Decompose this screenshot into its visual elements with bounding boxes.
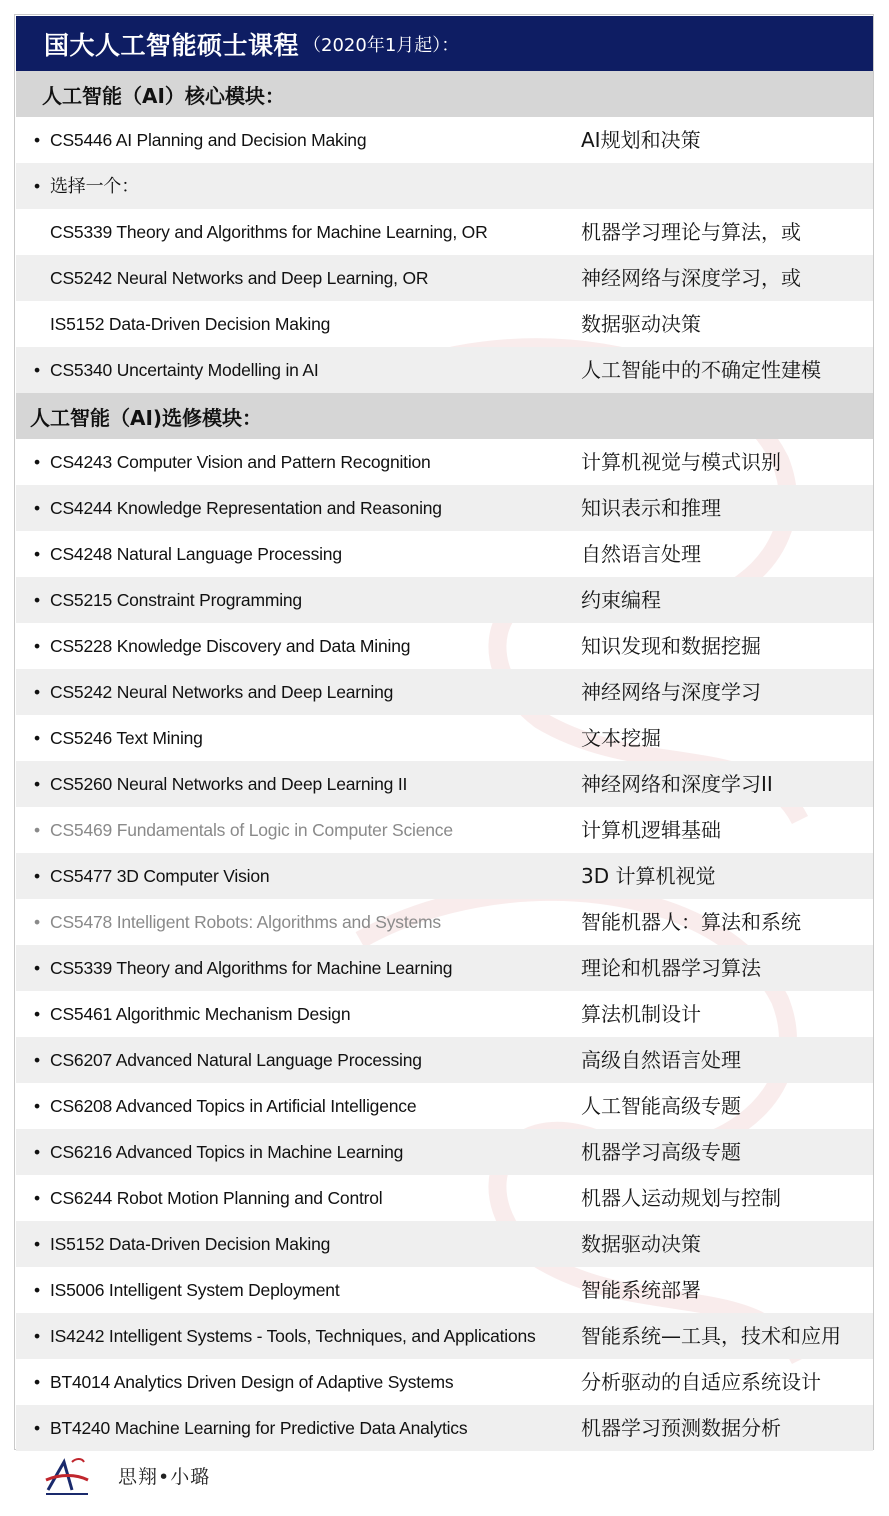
course-name-en <box>34 1083 416 1129</box>
course-name-en <box>34 1129 403 1175</box>
table-row <box>16 1129 873 1175</box>
course-name-en <box>34 761 407 807</box>
table-row <box>16 347 873 393</box>
course-name-zh: 机器学习高级专题 <box>581 1140 741 1164</box>
course-name-zh: 神经网络与深度学习 <box>581 680 761 704</box>
course-name-zh: 智能系统部署 <box>581 1278 701 1302</box>
course-title: IS4242 Intelligent Systems - Tools, Techniques, and Applications <box>50 1326 536 1346</box>
course-name-zh: 人工智能高级专题 <box>581 1094 741 1118</box>
course-name-zh: 机器学习预测数据分析 <box>581 1416 781 1440</box>
course-title: CS5477 3D Computer Vision <box>50 866 270 886</box>
course-title: CS5242 Neural Networks and Deep Learning, OR <box>50 268 429 288</box>
table-row <box>16 255 873 301</box>
course-name-en <box>34 255 428 301</box>
course-name-zh: 数据驱动决策 <box>581 1232 701 1256</box>
course-name-en <box>34 117 366 163</box>
course-name-en <box>34 853 269 899</box>
bullet: • <box>34 636 40 656</box>
section-heading-core <box>16 71 873 117</box>
course-name-zh: 计算机逻辑基础 <box>581 818 721 842</box>
course-name-en <box>34 807 453 853</box>
bullet: • <box>34 1372 40 1392</box>
course-name-en <box>34 623 410 669</box>
course-name-zh: 自然语言处理 <box>581 542 701 566</box>
bullet: • <box>34 1326 40 1346</box>
course-title: CS5215 Constraint Programming <box>50 590 302 610</box>
table-row <box>16 1221 873 1267</box>
bullet: • <box>34 1050 40 1070</box>
table-row <box>16 669 873 715</box>
course-name-zh: 算法机制设计 <box>581 1002 701 1026</box>
course-name-en <box>34 945 452 991</box>
page-title: 国大人工智能硕士课程 <box>44 30 300 60</box>
bullet: • <box>34 1234 40 1254</box>
table-row <box>16 117 873 163</box>
bullet: • <box>34 590 40 610</box>
course-title: CS5478 Intelligent Robots: Algorithms and Systems <box>50 912 441 932</box>
course-name-en <box>34 1175 383 1221</box>
course-name-zh: AI规划和决策 <box>581 128 701 152</box>
course-title: CS5228 Knowledge Discovery and Data Mining <box>50 636 411 656</box>
course-name-zh: 高级自然语言处理 <box>581 1048 741 1072</box>
table-row <box>16 439 873 485</box>
course-title: CS6208 Advanced Topics in Artificial Intelligence <box>50 1096 417 1116</box>
table-row <box>16 807 873 853</box>
course-name-zh: 分析驱动的自适应系统设计 <box>581 1370 821 1394</box>
footer-author: 思翔•小璐 <box>118 1466 211 1488</box>
bullet: • <box>34 498 40 518</box>
course-title: CS5339 Theory and Algorithms for Machine Learning <box>50 958 453 978</box>
table-row <box>16 485 873 531</box>
course-title: CS5340 Uncertainty Modelling in AI <box>50 360 319 380</box>
table-row <box>16 1313 873 1359</box>
course-title: CS5246 Text Mining <box>50 728 203 748</box>
table-row <box>16 1083 873 1129</box>
table-row <box>16 1359 873 1405</box>
course-title: IS5152 Data-Driven Decision Making <box>50 1234 331 1254</box>
table-row <box>16 623 873 669</box>
table-row <box>16 991 873 1037</box>
course-name-en <box>34 715 203 761</box>
bullet: • <box>34 1142 40 1162</box>
table-row <box>16 531 873 577</box>
course-name-zh: 文本挖掘 <box>581 726 661 750</box>
course-name-zh: 理论和机器学习算法 <box>581 956 761 980</box>
course-name-en <box>34 1359 453 1405</box>
bullet: • <box>34 130 40 150</box>
bullet: • <box>34 1418 40 1438</box>
table-row <box>16 853 873 899</box>
bullet: • <box>34 452 40 472</box>
course-title: BT4240 Machine Learning for Predictive Data Analytics <box>50 1418 468 1438</box>
table-row <box>16 209 873 255</box>
course-name-zh: 人工智能中的不确定性建模 <box>581 358 821 382</box>
section-heading-elective-label: 人工智能（AI)选修模块： <box>30 405 263 430</box>
course-name-en <box>34 991 350 1037</box>
course-name-zh: 约束编程 <box>581 588 661 612</box>
course-name-en <box>34 439 431 485</box>
course-title: BT4014 Analytics Driven Design of Adaptive Systems <box>50 1372 454 1392</box>
course-name-en <box>34 1313 536 1359</box>
table-row <box>16 1405 873 1451</box>
bullet: • <box>34 176 40 196</box>
page-subtitle: （2020年1月起）： <box>303 34 460 56</box>
table-row <box>16 1037 873 1083</box>
bullet: • <box>34 1004 40 1024</box>
course-name-en <box>34 669 393 715</box>
course-name-en <box>34 347 319 393</box>
bullet: • <box>34 360 40 380</box>
section-heading-core-label: 人工智能（AI）核心模块： <box>42 83 285 108</box>
bullet: • <box>34 774 40 794</box>
course-title: CS6216 Advanced Topics in Machine Learning <box>50 1142 404 1162</box>
bullet: • <box>34 820 40 840</box>
course-name-zh: 数据驱动决策 <box>581 312 701 336</box>
table-row <box>16 301 873 347</box>
course-name-zh: 智能机器人：算法和系统 <box>581 910 801 934</box>
course-name-zh: 智能系统—工具，技术和应用 <box>581 1324 841 1348</box>
course-name-zh: 知识表示和推理 <box>581 496 721 520</box>
course-name-en <box>34 1221 330 1267</box>
course-name-en <box>34 899 441 945</box>
course-name-en <box>34 1267 340 1313</box>
academy-logo-icon <box>42 1456 92 1498</box>
table-row <box>16 945 873 991</box>
course-name-zh: 机器人运动规划与控制 <box>581 1186 781 1210</box>
course-title: CS5461 Algorithmic Mechanism Design <box>50 1004 351 1024</box>
course-name-en <box>34 577 302 623</box>
course-name-en <box>34 1037 422 1083</box>
bullet: • <box>34 1188 40 1208</box>
course-title: CS6244 Robot Motion Planning and Control <box>50 1188 383 1208</box>
table-row <box>16 1267 873 1313</box>
course-title: CS5242 Neural Networks and Deep Learning <box>50 682 394 702</box>
bullet: • <box>34 1280 40 1300</box>
course-name-en <box>34 209 488 255</box>
bullet: • <box>34 544 40 564</box>
course-title: 选择一个： <box>50 176 139 197</box>
table-row <box>16 899 873 945</box>
bullet: • <box>34 866 40 886</box>
bullet: • <box>34 912 40 932</box>
course-name-zh: 计算机视觉与模式识别 <box>581 450 781 474</box>
course-title: CS6207 Advanced Natural Language Processing <box>50 1050 422 1070</box>
course-name-zh: 3D 计算机视觉 <box>581 864 716 888</box>
course-title: IS5006 Intelligent System Deployment <box>50 1280 340 1300</box>
bullet: • <box>34 1096 40 1116</box>
footer <box>14 1452 874 1502</box>
bullet: • <box>34 728 40 748</box>
course-title: CS5469 Fundamentals of Logic in Computer Science <box>50 820 453 840</box>
course-name-zh: 神经网络与深度学习，或 <box>581 266 801 290</box>
course-name-en <box>34 485 442 531</box>
table-row <box>16 761 873 807</box>
course-title: CS5260 Neural Networks and Deep Learning II <box>50 774 408 794</box>
course-title: IS5152 Data-Driven Decision Making <box>50 314 331 334</box>
table-row <box>16 1175 873 1221</box>
course-name-zh: 神经网络和深度学习II <box>581 772 773 796</box>
course-title: CS5339 Theory and Algorithms for Machine Learning, OR <box>50 222 488 242</box>
bullet: • <box>34 958 40 978</box>
course-title: CS4248 Natural Language Processing <box>50 544 342 564</box>
course-name-en <box>34 301 330 347</box>
course-name-en <box>34 531 342 577</box>
course-title: CS4243 Computer Vision and Pattern Recognition <box>50 452 431 472</box>
course-name-zh: 机器学习理论与算法，或 <box>581 220 801 244</box>
course-name-en <box>34 1405 467 1451</box>
title-bar <box>16 16 873 71</box>
bullet: • <box>34 682 40 702</box>
course-name-zh: 知识发现和数据挖掘 <box>581 634 761 658</box>
course-title: CS4244 Knowledge Representation and Reasoning <box>50 498 442 518</box>
course-title: CS5446 AI Planning and Decision Making <box>50 130 367 150</box>
table-row <box>16 715 873 761</box>
section-heading-elective <box>16 393 873 439</box>
table-row <box>16 163 873 209</box>
course-name-en <box>34 163 139 209</box>
table-row <box>16 577 873 623</box>
